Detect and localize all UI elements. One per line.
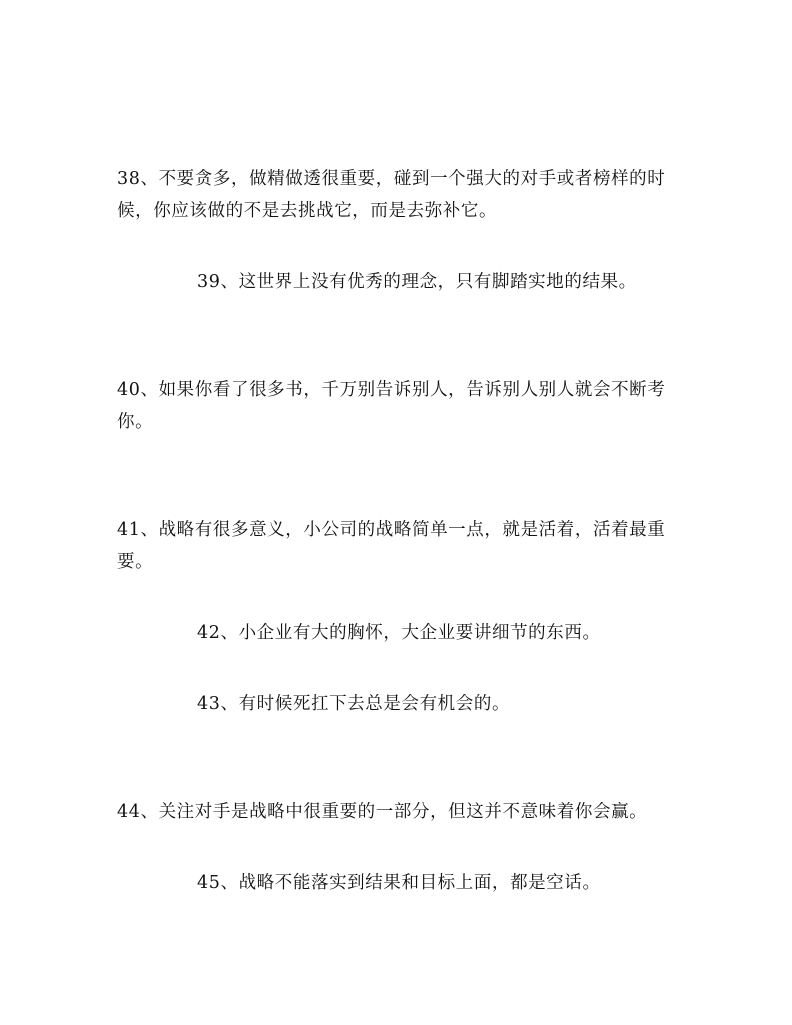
paragraph-41: 41、战略有很多意义，小公司的战略简单一点，就是活着，活着最重要。 — [117, 520, 666, 572]
paragraph-43: 43、有时候死扛下去总是会有机会的。 — [197, 694, 511, 714]
paragraph-42: 42、小企业有大的胸怀，大企业要讲细节的东西。 — [197, 623, 601, 643]
paragraph-44: 44、关注对手是战略中很重要的一部分，但这并不意味着你会赢。 — [117, 802, 648, 822]
paragraph-45: 45、战略不能落实到结果和目标上面，都是空话。 — [197, 873, 601, 893]
paragraph-40: 40、如果你看了很多书，千万别告诉别人，告诉别人别人就会不断考你。 — [117, 380, 666, 432]
paragraph-39: 39、这世界上没有优秀的理念，只有脚踏实地的结果。 — [197, 272, 637, 292]
paragraph-38: 38、不要贪多，做精做透很重要，碰到一个强大的对手或者榜样的时候，你应该做的不是去挑战它，而是去弥补它。 — [117, 169, 666, 221]
